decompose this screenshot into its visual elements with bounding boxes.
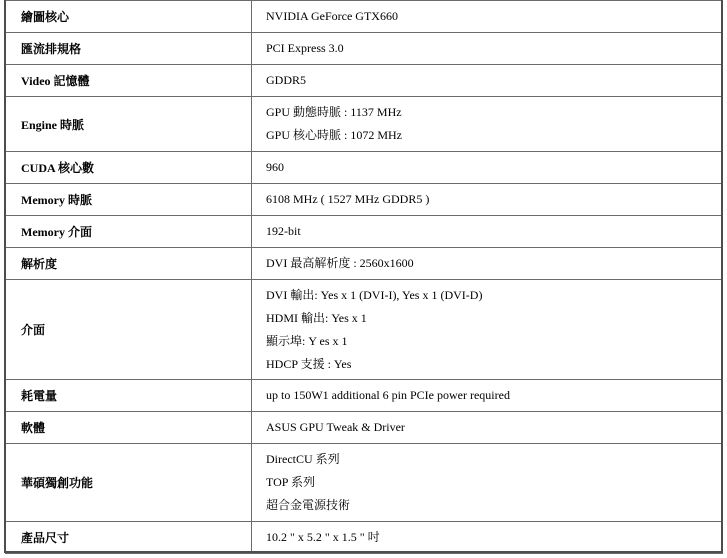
spec-value-line: GPU 動態時脈 : 1137 MHz (266, 105, 402, 119)
spec-value (252, 248, 723, 280)
table-row (6, 184, 723, 216)
spec-value (252, 280, 723, 380)
spec-value-line: DVI 輸出: Yes x 1 (DVI-I), Yes x 1 (DVI-D) (266, 287, 483, 302)
table-row (6, 444, 723, 522)
spec-label: 軟體 (6, 412, 252, 444)
table-row (6, 280, 723, 380)
spec-value-line: 960 (266, 160, 284, 174)
spec-value (252, 412, 723, 444)
spec-value (252, 380, 723, 412)
spec-value (252, 33, 723, 65)
table-row (6, 65, 723, 97)
spec-value-line: DVI 最高解析度 : 2560x1600 (266, 256, 414, 270)
spec-value-line: 192-bit (266, 224, 301, 238)
spec-label: Engine 時脈 (6, 97, 252, 152)
spec-value (252, 1, 723, 33)
spec-value (252, 216, 723, 248)
spec-value (252, 65, 723, 97)
spec-value-line: 超合金電源技術 (266, 498, 351, 512)
spec-label: 解析度 (6, 248, 252, 280)
spec-value-line: GPU 核心時脈 : 1072 MHz (266, 128, 403, 142)
spec-label: 介面 (6, 280, 252, 380)
spec-table (5, 0, 723, 554)
table-row (6, 522, 723, 554)
spec-value-line: TOP 系列 (266, 475, 316, 489)
table-row (6, 412, 723, 444)
spec-value (252, 184, 723, 216)
spec-label: Memory 時脈 (6, 184, 252, 216)
table-row (6, 216, 723, 248)
spec-value-line: NVIDIA GeForce GTX660 (266, 9, 398, 23)
spec-value-line: HDMI 輸出: Yes x 1 (266, 310, 367, 325)
spec-label: CUDA 核心數 (6, 152, 252, 184)
spec-label: 匯流排規格 (6, 33, 252, 65)
spec-value (252, 444, 723, 522)
spec-value-line: 6108 MHz ( 1527 MHz GDDR5 ) (266, 192, 430, 206)
spec-value-line: HDCP 支援 : Yes (266, 356, 352, 371)
spec-value-line: up to 150W1 additional 6 pin PCIe power required (266, 388, 510, 402)
table-row (6, 380, 723, 412)
spec-value-line: 顯示埠: Y es x 1 (266, 333, 348, 348)
spec-value (252, 97, 723, 152)
spec-label: 耗電量 (6, 380, 252, 412)
spec-value-line: PCI Express 3.0 (266, 41, 344, 55)
spec-value-line: 10.2 " x 5.2 " x 1.5 " 吋 (266, 530, 380, 544)
spec-label: 繪圖核心 (6, 1, 252, 33)
spec-label: Video 記憶體 (6, 65, 252, 97)
table-row (6, 33, 723, 65)
spec-value (252, 522, 723, 554)
table-row (6, 1, 723, 33)
table-row (6, 248, 723, 280)
spec-label: 產品尺寸 (6, 522, 252, 554)
spec-value-line: GDDR5 (266, 73, 307, 87)
spec-value (252, 152, 723, 184)
spec-value-line: DirectCU 系列 (266, 452, 340, 466)
spec-label: Memory 介面 (6, 216, 252, 248)
spec-label: 華碩獨創功能 (6, 444, 252, 522)
table-row (6, 152, 723, 184)
spec-value-line: ASUS GPU Tweak & Driver (266, 420, 405, 434)
table-row (6, 97, 723, 152)
